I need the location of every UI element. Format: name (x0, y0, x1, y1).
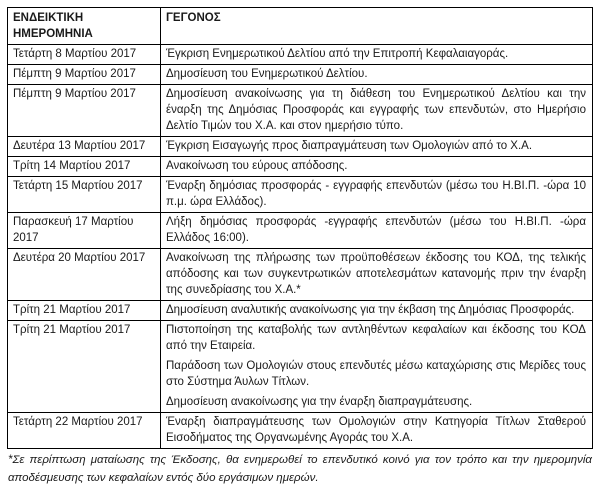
date-cell: Δευτέρα 13 Μαρτίου 2017 (8, 137, 161, 157)
event-paragraph: Ανακοίνωση του εύρους απόδοσης. (166, 160, 348, 172)
table-row (8, 321, 593, 413)
event-cell (161, 137, 593, 157)
event-paragraph: Παράδοση των Ομολογιών στους επενδυτές μέσω καταχώρισης στις Μερίδες τους στο Σύστημα Άυλων Τίτλων. (166, 360, 586, 388)
event-cell (161, 157, 593, 177)
date-cell: Πέμπτη 9 Μαρτίου 2017 (8, 85, 161, 137)
table-row (8, 301, 593, 321)
date-cell: Τρίτη 21 Μαρτίου 2017 (8, 301, 161, 321)
event-paragraph: Δημοσίευση ανακοίνωσης για την έναρξη διαπραγμάτευσης. (166, 396, 473, 408)
event-cell (161, 213, 593, 249)
header-row (8, 8, 593, 45)
table-row (8, 137, 593, 157)
event-paragraph: Δημοσίευση του Ενημερωτικού Δελτίου. (166, 68, 368, 80)
date-cell: Πέμπτη 9 Μαρτίου 2017 (8, 65, 161, 85)
event-cell (161, 321, 593, 413)
table-row (8, 213, 593, 249)
event-paragraph: Πιστοποίηση της καταβολής των αντληθέντων κεφαλαίων και έκδοσης του ΚΟΔ από την Εταιρεία. (166, 324, 586, 352)
event-paragraph: Λήξη δημόσιας προσφοράς -εγγραφής επενδυτών (μέσω του Η.ΒΙ.Π. -ώρα Ελλάδος 16:00). (166, 216, 586, 244)
date-cell: Τρίτη 21 Μαρτίου 2017 (8, 321, 161, 413)
event-cell (161, 249, 593, 301)
event-cell (161, 301, 593, 321)
table-row (8, 65, 593, 85)
event-paragraph: Δημοσίευση αναλυτικής ανακοίνωσης για την έκβαση της Δημόσιας Προσφοράς. (166, 304, 575, 316)
date-cell: Τετάρτη 8 Μαρτίου 2017 (8, 45, 161, 65)
table-row (8, 413, 593, 449)
event-cell (161, 413, 593, 449)
event-paragraph: Δημοσίευση ανακοίνωσης για τη διάθεση του Ενημερωτικού Δελτίου και την έναρξη της Δημόσιας Προσφοράς και εγγραφής των επενδυτών, στο Ημερήσιο Δελτίο Τιμών του Χ.Α. και στον ημερήσιο τύπο. (166, 88, 586, 132)
date-cell: Παρασκευή 17 Μαρτίου 2017 (8, 213, 161, 249)
date-cell: Τρίτη 14 Μαρτίου 2017 (8, 157, 161, 177)
event-cell (161, 65, 593, 85)
date-cell: Δευτέρα 20 Μαρτίου 2017 (8, 249, 161, 301)
schedule-table (7, 7, 593, 449)
header-date: ΕΝΔΕΙΚΤΙΚΗ ΗΜΕΡΟΜΗΝΙΑ (8, 8, 161, 45)
event-paragraph: Έγκριση Εισαγωγής προς διαπραγμάτευση των Ομολογιών από το Χ.Α. (166, 140, 533, 152)
event-paragraph: Έναρξη διαπραγμάτευσης των Ομολογιών στην Κατηγορία Τίτλων Σταθερού Εισοδήματος της Οργανωμένης Αγοράς του Χ.Α. (166, 416, 586, 444)
event-paragraph: Ανακοίνωση της πλήρωσης των προϋποθέσεων έκδοσης του ΚΟΔ, της τελικής απόδοσης και των συγκεντρωτικών αποτελεσμάτων κατανομής πριν την έναρξη της συνεδρίασης του Χ.Α.* (166, 252, 586, 296)
footnote: *Σε περίπτωση ματαίωσης της Έκδοσης, θα ενημερωθεί το επενδυτικό κοινό για τον τρόπο και την ημερομηνία αποδέσμευσης των κεφαλαίων εντός δύο εργάσιμων ημερών. (8, 454, 592, 484)
date-cell: Τετάρτη 22 Μαρτίου 2017 (8, 413, 161, 449)
date-cell: Τετάρτη 15 Μαρτίου 2017 (8, 177, 161, 213)
table-row (8, 249, 593, 301)
table-row (8, 45, 593, 65)
header-event: ΓΕΓΟΝΟΣ (161, 8, 593, 45)
table-row (8, 157, 593, 177)
table-row (8, 85, 593, 137)
event-cell (161, 177, 593, 213)
event-paragraph: Έναρξη δημόσιας προσφοράς - εγγραφής επενδυτών (μέσω του Η.ΒΙ.Π. -ώρα 10 π.μ. ώρα Ελλάδος). (166, 180, 586, 208)
event-cell (161, 85, 593, 137)
event-paragraph: Έγκριση Ενημερωτικού Δελτίου από την Επιτροπή Κεφαλαιαγοράς. (166, 48, 509, 60)
table-row (8, 177, 593, 213)
event-cell (161, 45, 593, 65)
